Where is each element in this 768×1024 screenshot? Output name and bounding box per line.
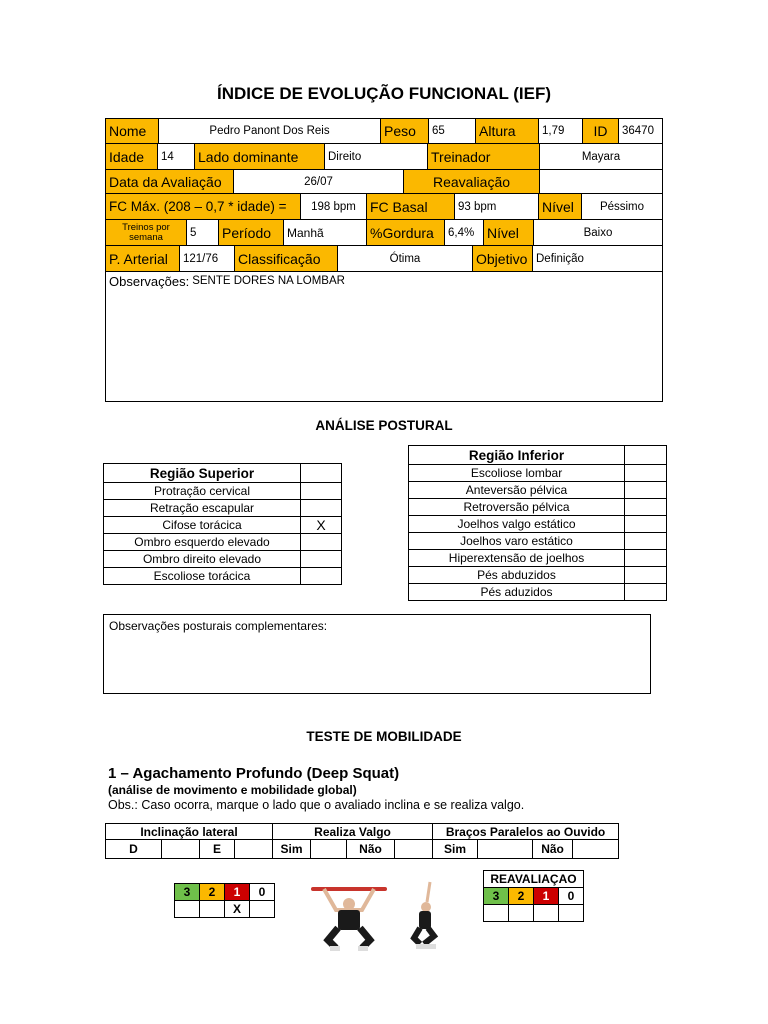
superior-item-mark[interactable] bbox=[301, 534, 342, 551]
inferior-item-mark[interactable] bbox=[625, 516, 667, 533]
score-mark[interactable] bbox=[175, 901, 200, 918]
squat-front-figure bbox=[310, 882, 388, 952]
id-label: ID bbox=[582, 118, 619, 144]
inferior-item-mark[interactable] bbox=[625, 465, 667, 482]
altura-label: Altura bbox=[475, 118, 539, 144]
observacoes-box[interactable] bbox=[105, 271, 663, 402]
inferior-item-label: Pés aduzidos bbox=[409, 584, 625, 601]
class-value[interactable]: Ótima bbox=[337, 245, 473, 272]
valgo-sim-label: Sim bbox=[273, 840, 311, 859]
inferior-item-mark[interactable] bbox=[625, 584, 667, 601]
class-label: Classificação bbox=[234, 245, 338, 272]
altura-value[interactable]: 1,79 bbox=[538, 118, 583, 144]
test1-subtitle: (análise de movimento e mobilidade global) bbox=[108, 783, 357, 797]
fcbasal-value[interactable]: 93 bpm bbox=[454, 193, 539, 220]
inferior-item-label: Retroversão pélvica bbox=[409, 499, 625, 516]
superior-item-mark[interactable]: X bbox=[301, 517, 342, 534]
reav-mark[interactable] bbox=[534, 905, 559, 922]
bracos-nao-label: Não bbox=[533, 840, 573, 859]
reavaliacao-score-table bbox=[483, 870, 584, 922]
test1-obs: Obs.: Caso ocorra, marque o lado que o avaliado inclina e se realiza valgo. bbox=[108, 798, 525, 812]
inferior-item-label: Joelhos varo estático bbox=[409, 533, 625, 550]
treinos-label: Treinos por semana bbox=[105, 219, 187, 246]
mobilidade-title: TESTE DE MOBILIDADE bbox=[306, 729, 462, 744]
superior-item-mark[interactable] bbox=[301, 551, 342, 568]
score-table bbox=[174, 883, 275, 918]
reavaliacao-title: REAVALIAÇAO bbox=[484, 871, 584, 888]
reav-mark[interactable] bbox=[484, 905, 509, 922]
bracos-nao-mark[interactable] bbox=[573, 840, 619, 859]
superior-item-label: Ombro esquerdo elevado bbox=[104, 534, 301, 551]
data-value[interactable]: 26/07 bbox=[233, 169, 404, 194]
nivel2-label: Nível bbox=[483, 219, 534, 246]
fcmax-value[interactable]: 198 bpm bbox=[300, 193, 367, 220]
treinador-label: Treinador bbox=[427, 143, 540, 170]
col-inclinacao-lateral: Inclinação lateral bbox=[106, 824, 273, 840]
valgo-nao-label: Não bbox=[347, 840, 395, 859]
inferior-item-label: Hiperextensão de joelhos bbox=[409, 550, 625, 567]
pa-value[interactable]: 121/76 bbox=[179, 245, 235, 272]
col-bracos-paralelos: Braços Paralelos ao Ouvido bbox=[433, 824, 619, 840]
inferior-item-mark[interactable] bbox=[625, 533, 667, 550]
inferior-item-label: Pés abduzidos bbox=[409, 567, 625, 584]
reav-score-2: 2 bbox=[509, 888, 534, 905]
superior-item-mark[interactable] bbox=[301, 568, 342, 585]
superior-item-label: Retração escapular bbox=[104, 500, 301, 517]
valgo-sim-mark[interactable] bbox=[311, 840, 347, 859]
reav-mark[interactable] bbox=[559, 905, 584, 922]
peso-label: Peso bbox=[380, 118, 429, 144]
inferior-item-mark[interactable] bbox=[625, 550, 667, 567]
opt-e-label: E bbox=[200, 840, 235, 859]
opt-d-mark[interactable] bbox=[162, 840, 200, 859]
treinos-value[interactable]: 5 bbox=[186, 219, 219, 246]
observacoes-posturais-label: Observações posturais complementares: bbox=[109, 619, 328, 633]
bracos-sim-label: Sim bbox=[433, 840, 478, 859]
score-mark[interactable] bbox=[250, 901, 275, 918]
inferior-item-mark[interactable] bbox=[625, 499, 667, 516]
regiao-superior-title: Região Superior bbox=[104, 464, 301, 483]
periodo-value[interactable]: Manhã bbox=[283, 219, 367, 246]
score-2: 2 bbox=[200, 884, 225, 901]
idade-label: Idade bbox=[105, 143, 158, 170]
superior-item-label: Escoliose torácica bbox=[104, 568, 301, 585]
page-title: ÍNDICE DE EVOLUÇÃO FUNCIONAL (IEF) bbox=[216, 84, 552, 103]
squat-side-figure bbox=[410, 880, 440, 950]
deep-squat-table bbox=[105, 823, 619, 859]
score-3: 3 bbox=[175, 884, 200, 901]
regiao-inferior-table bbox=[408, 445, 667, 601]
bracos-sim-mark[interactable] bbox=[478, 840, 533, 859]
reav-score-3: 3 bbox=[484, 888, 509, 905]
inferior-item-label: Escoliose lombar bbox=[409, 465, 625, 482]
inferior-item-label: Joelhos valgo estático bbox=[409, 516, 625, 533]
periodo-label: Período bbox=[218, 219, 284, 246]
reav-mark[interactable] bbox=[509, 905, 534, 922]
observacoes-value[interactable]: SENTE DORES NA LOMBAR bbox=[192, 275, 345, 287]
data-label: Data da Avaliação bbox=[105, 169, 234, 194]
reav-score-1: 1 bbox=[534, 888, 559, 905]
superior-item-label: Cifose torácica bbox=[104, 517, 301, 534]
test1-title: 1 – Agachamento Profundo (Deep Squat) bbox=[108, 765, 400, 782]
opt-d-label: D bbox=[106, 840, 162, 859]
lado-label: Lado dominante bbox=[194, 143, 325, 170]
regiao-superior-table bbox=[103, 463, 342, 585]
observacoes-posturais-box[interactable] bbox=[103, 614, 651, 694]
peso-value[interactable]: 65 bbox=[428, 118, 476, 144]
nivel1-label: Nível bbox=[538, 193, 582, 220]
reavaliacao-value[interactable] bbox=[539, 169, 663, 194]
treinador-value[interactable]: Mayara bbox=[539, 143, 663, 170]
objetivo-value[interactable]: Definição bbox=[532, 245, 663, 272]
score-mark[interactable]: X bbox=[225, 901, 250, 918]
col-realiza-valgo: Realiza Valgo bbox=[273, 824, 433, 840]
superior-item-label: Ombro direito elevado bbox=[104, 551, 301, 568]
superior-item-mark[interactable] bbox=[301, 500, 342, 517]
inferior-item-mark[interactable] bbox=[625, 567, 667, 584]
nome-value[interactable]: Pedro Panont Dos Reis bbox=[158, 118, 381, 144]
gordura-value[interactable]: 6,4% bbox=[444, 219, 484, 246]
fcmax-label: FC Máx. (208 – 0,7 * idade) = bbox=[105, 193, 301, 220]
id-value[interactable]: 36470 bbox=[618, 118, 663, 144]
pa-label: P. Arterial bbox=[105, 245, 180, 272]
nivel1-value[interactable]: Péssimo bbox=[581, 193, 663, 220]
superior-item-label: Protração cervical bbox=[104, 483, 301, 500]
postural-title: ANÁLISE POSTURAL bbox=[315, 418, 453, 433]
objetivo-label: Objetivo bbox=[472, 245, 533, 272]
nome-label: Nome bbox=[105, 118, 159, 144]
valgo-nao-mark[interactable] bbox=[395, 840, 433, 859]
score-0: 0 bbox=[250, 884, 275, 901]
score-1: 1 bbox=[225, 884, 250, 901]
nivel2-value[interactable]: Baixo bbox=[533, 219, 663, 246]
inferior-item-label: Anteversão pélvica bbox=[409, 482, 625, 499]
score-mark[interactable] bbox=[200, 901, 225, 918]
inferior-item-mark[interactable] bbox=[625, 482, 667, 499]
superior-item-mark[interactable] bbox=[301, 483, 342, 500]
lado-value[interactable]: Direito bbox=[324, 143, 428, 170]
fcbasal-label: FC Basal bbox=[366, 193, 455, 220]
idade-value[interactable]: 14 bbox=[157, 143, 195, 170]
reavaliacao-label: Reavaliação bbox=[403, 169, 540, 194]
reav-score-0: 0 bbox=[559, 888, 584, 905]
regiao-inferior-title: Região Inferior bbox=[409, 446, 625, 465]
opt-e-mark[interactable] bbox=[235, 840, 273, 859]
gordura-label: %Gordura bbox=[366, 219, 445, 246]
observacoes-label: Observações: bbox=[109, 274, 190, 289]
